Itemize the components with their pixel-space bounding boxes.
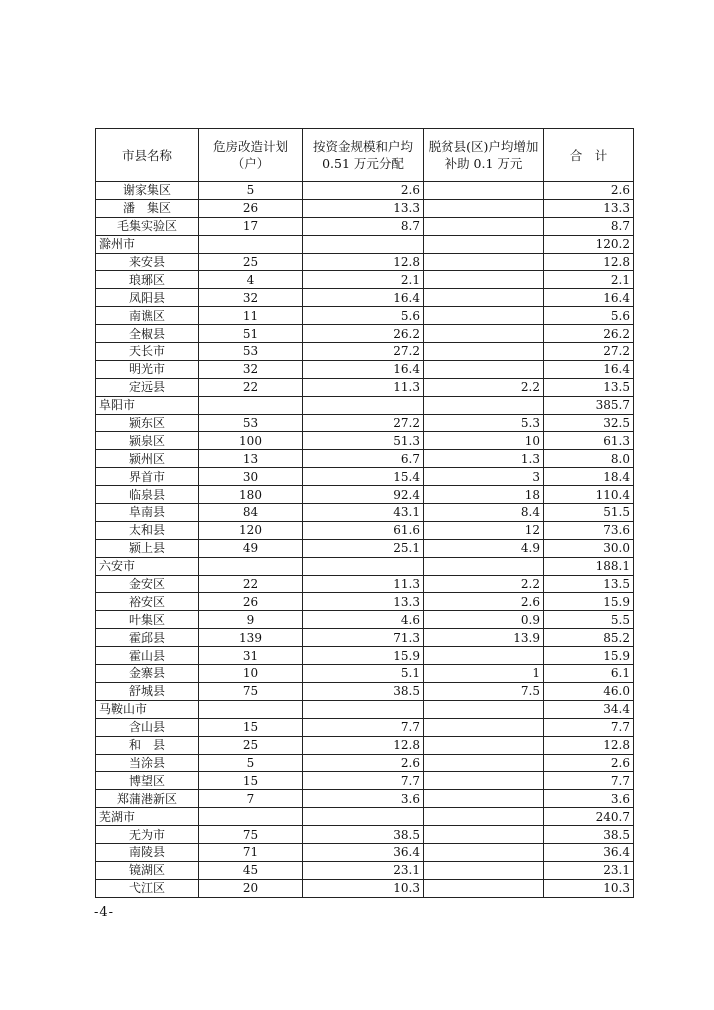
header-total: 合 计	[544, 129, 634, 182]
extra-subsidy-value: 13.9	[424, 629, 544, 647]
allocation-value: 25.1	[303, 539, 424, 557]
total-value: 30.0	[544, 539, 634, 557]
group-name: 芜湖市	[96, 808, 199, 826]
households-value: 75	[199, 826, 303, 844]
table-row	[96, 611, 634, 629]
region-name: 弋江区	[96, 879, 199, 897]
extra-subsidy-value: 2.2	[424, 575, 544, 593]
table-row	[96, 843, 634, 861]
table-row	[96, 736, 634, 754]
table-row	[96, 378, 634, 396]
table-row	[96, 593, 634, 611]
region-name: 镜湖区	[96, 861, 199, 879]
table-row	[96, 450, 634, 468]
table-row	[96, 665, 634, 683]
group-alloc-cell	[303, 808, 424, 826]
table-row	[96, 772, 634, 790]
table-row	[96, 504, 634, 522]
total-value: 13.5	[544, 378, 634, 396]
households-value: 11	[199, 307, 303, 325]
households-value: 9	[199, 611, 303, 629]
extra-subsidy-value	[424, 718, 544, 736]
region-name: 明光市	[96, 360, 199, 378]
group-total: 34.4	[544, 700, 634, 718]
households-value: 180	[199, 486, 303, 504]
extra-subsidy-value	[424, 217, 544, 235]
households-value: 139	[199, 629, 303, 647]
region-name: 天长市	[96, 343, 199, 361]
extra-subsidy-value	[424, 289, 544, 307]
households-value: 25	[199, 253, 303, 271]
table-row	[96, 182, 634, 200]
header-extra-subsidy: 脱贫县(区)户均增加补助 0.1 万元	[424, 129, 544, 182]
region-name: 南陵县	[96, 843, 199, 861]
group-extra-cell	[424, 396, 544, 414]
households-value: 7	[199, 790, 303, 808]
table-row	[96, 289, 634, 307]
extra-subsidy-value	[424, 307, 544, 325]
allocation-value: 11.3	[303, 378, 424, 396]
households-value: 53	[199, 343, 303, 361]
table-row	[96, 432, 634, 450]
group-extra-cell	[424, 700, 544, 718]
region-name: 霍邱县	[96, 629, 199, 647]
table-row	[96, 682, 634, 700]
total-value: 7.7	[544, 772, 634, 790]
total-value: 26.2	[544, 325, 634, 343]
table-row	[96, 521, 634, 539]
total-value: 85.2	[544, 629, 634, 647]
table-row	[96, 468, 634, 486]
group-name: 滁州市	[96, 235, 199, 253]
table-row	[96, 629, 634, 647]
region-name: 来安县	[96, 253, 199, 271]
group-row	[96, 396, 634, 414]
region-name: 琅琊区	[96, 271, 199, 289]
region-name: 郑蒲港新区	[96, 790, 199, 808]
region-name: 金寨县	[96, 665, 199, 683]
table-row	[96, 539, 634, 557]
allocation-value: 36.4	[303, 843, 424, 861]
households-value: 4	[199, 271, 303, 289]
extra-subsidy-value: 4.9	[424, 539, 544, 557]
total-value: 27.2	[544, 343, 634, 361]
allocation-value: 2.1	[303, 271, 424, 289]
extra-subsidy-value: 1	[424, 665, 544, 683]
region-name: 谢家集区	[96, 182, 199, 200]
allocation-value: 2.6	[303, 754, 424, 772]
households-value: 31	[199, 647, 303, 665]
region-name: 阜南县	[96, 504, 199, 522]
total-value: 23.1	[544, 861, 634, 879]
extra-subsidy-value	[424, 271, 544, 289]
group-households-cell	[199, 396, 303, 414]
page-number: -4-	[94, 905, 115, 920]
region-name: 毛集实验区	[96, 217, 199, 235]
group-name: 六安市	[96, 557, 199, 575]
total-value: 5.5	[544, 611, 634, 629]
region-name: 裕安区	[96, 593, 199, 611]
households-value: 17	[199, 217, 303, 235]
total-value: 2.6	[544, 182, 634, 200]
households-value: 20	[199, 879, 303, 897]
households-value: 32	[199, 360, 303, 378]
group-name: 阜阳市	[96, 396, 199, 414]
region-name: 和 县	[96, 736, 199, 754]
extra-subsidy-value: 2.6	[424, 593, 544, 611]
region-name: 金安区	[96, 575, 199, 593]
allocation-value: 38.5	[303, 826, 424, 844]
extra-subsidy-value: 2.2	[424, 378, 544, 396]
table-row	[96, 826, 634, 844]
total-value: 51.5	[544, 504, 634, 522]
group-total: 120.2	[544, 235, 634, 253]
extra-subsidy-value	[424, 343, 544, 361]
allocation-value: 4.6	[303, 611, 424, 629]
extra-subsidy-value: 7.5	[424, 682, 544, 700]
households-value: 32	[199, 289, 303, 307]
allocation-value: 38.5	[303, 682, 424, 700]
total-value: 15.9	[544, 647, 634, 665]
extra-subsidy-value: 18	[424, 486, 544, 504]
households-value: 53	[199, 414, 303, 432]
table-body	[96, 182, 634, 898]
allocation-value: 27.2	[303, 343, 424, 361]
allocation-value: 61.6	[303, 521, 424, 539]
table-row	[96, 861, 634, 879]
extra-subsidy-value	[424, 199, 544, 217]
total-value: 3.6	[544, 790, 634, 808]
region-name: 凤阳县	[96, 289, 199, 307]
allocation-value: 13.3	[303, 199, 424, 217]
region-name: 界首市	[96, 468, 199, 486]
region-name: 博望区	[96, 772, 199, 790]
total-value: 12.8	[544, 253, 634, 271]
households-value: 25	[199, 736, 303, 754]
extra-subsidy-value	[424, 826, 544, 844]
allocation-value: 43.1	[303, 504, 424, 522]
total-value: 16.4	[544, 289, 634, 307]
allocation-value: 26.2	[303, 325, 424, 343]
extra-subsidy-value: 5.3	[424, 414, 544, 432]
total-value: 8.7	[544, 217, 634, 235]
allocation-value: 23.1	[303, 861, 424, 879]
total-value: 6.1	[544, 665, 634, 683]
region-name: 颍州区	[96, 450, 199, 468]
allocation-value: 7.7	[303, 772, 424, 790]
region-name: 叶集区	[96, 611, 199, 629]
total-value: 15.9	[544, 593, 634, 611]
allocation-value: 8.7	[303, 217, 424, 235]
allocation-value: 6.7	[303, 450, 424, 468]
table-header-row	[96, 129, 634, 182]
allocation-value: 5.6	[303, 307, 424, 325]
group-total: 240.7	[544, 808, 634, 826]
households-value: 49	[199, 539, 303, 557]
table-row	[96, 754, 634, 772]
group-alloc-cell	[303, 235, 424, 253]
total-value: 32.5	[544, 414, 634, 432]
table-row	[96, 486, 634, 504]
allocation-value: 12.8	[303, 253, 424, 271]
table-row	[96, 343, 634, 361]
extra-subsidy-value: 8.4	[424, 504, 544, 522]
group-alloc-cell	[303, 396, 424, 414]
extra-subsidy-value: 0.9	[424, 611, 544, 629]
total-value: 61.3	[544, 432, 634, 450]
total-value: 46.0	[544, 682, 634, 700]
group-alloc-cell	[303, 700, 424, 718]
extra-subsidy-value	[424, 182, 544, 200]
group-row	[96, 700, 634, 718]
total-value: 13.5	[544, 575, 634, 593]
households-value: 5	[199, 754, 303, 772]
region-name: 潘 集区	[96, 199, 199, 217]
table-row	[96, 718, 634, 736]
allocation-value: 10.3	[303, 879, 424, 897]
allocation-value: 12.8	[303, 736, 424, 754]
allocation-table	[95, 128, 634, 898]
extra-subsidy-value	[424, 360, 544, 378]
total-value: 73.6	[544, 521, 634, 539]
extra-subsidy-value: 3	[424, 468, 544, 486]
group-row	[96, 557, 634, 575]
table-row	[96, 879, 634, 897]
group-row	[96, 235, 634, 253]
total-value: 2.1	[544, 271, 634, 289]
households-value: 10	[199, 665, 303, 683]
households-value: 51	[199, 325, 303, 343]
allocation-value: 92.4	[303, 486, 424, 504]
table-row	[96, 414, 634, 432]
extra-subsidy-value	[424, 647, 544, 665]
region-name: 定远县	[96, 378, 199, 396]
table-row	[96, 575, 634, 593]
allocation-value: 3.6	[303, 790, 424, 808]
extra-subsidy-value	[424, 843, 544, 861]
allocation-value: 15.4	[303, 468, 424, 486]
region-name: 临泉县	[96, 486, 199, 504]
region-name: 颍上县	[96, 539, 199, 557]
allocation-value: 11.3	[303, 575, 424, 593]
households-value: 26	[199, 593, 303, 611]
allocation-value: 51.3	[303, 432, 424, 450]
group-row	[96, 808, 634, 826]
region-name: 南谯区	[96, 307, 199, 325]
group-extra-cell	[424, 808, 544, 826]
total-value: 38.5	[544, 826, 634, 844]
region-name: 舒城县	[96, 682, 199, 700]
total-value: 2.6	[544, 754, 634, 772]
extra-subsidy-value	[424, 861, 544, 879]
region-name: 含山县	[96, 718, 199, 736]
total-value: 110.4	[544, 486, 634, 504]
extra-subsidy-value	[424, 879, 544, 897]
households-value: 75	[199, 682, 303, 700]
extra-subsidy-value	[424, 253, 544, 271]
extra-subsidy-value	[424, 790, 544, 808]
allocation-value: 15.9	[303, 647, 424, 665]
allocation-value: 2.6	[303, 182, 424, 200]
group-extra-cell	[424, 557, 544, 575]
table-row	[96, 360, 634, 378]
group-name: 马鞍山市	[96, 700, 199, 718]
group-total: 188.1	[544, 557, 634, 575]
allocation-value: 16.4	[303, 360, 424, 378]
group-total: 385.7	[544, 396, 634, 414]
households-value: 26	[199, 199, 303, 217]
households-value: 15	[199, 718, 303, 736]
allocation-value: 16.4	[303, 289, 424, 307]
households-value: 71	[199, 843, 303, 861]
households-value: 30	[199, 468, 303, 486]
allocation-value: 71.3	[303, 629, 424, 647]
allocation-value: 27.2	[303, 414, 424, 432]
total-value: 13.3	[544, 199, 634, 217]
extra-subsidy-value	[424, 325, 544, 343]
region-name: 颍东区	[96, 414, 199, 432]
group-households-cell	[199, 235, 303, 253]
allocation-value: 13.3	[303, 593, 424, 611]
households-value: 84	[199, 504, 303, 522]
total-value: 36.4	[544, 843, 634, 861]
region-name: 无为市	[96, 826, 199, 844]
table-row	[96, 253, 634, 271]
households-value: 120	[199, 521, 303, 539]
households-value: 22	[199, 378, 303, 396]
allocation-value: 7.7	[303, 718, 424, 736]
table-row	[96, 325, 634, 343]
header-fund-allocation: 按资金规模和户均 0.51 万元分配	[303, 129, 424, 182]
group-households-cell	[199, 557, 303, 575]
region-name: 霍山县	[96, 647, 199, 665]
region-name: 颍泉区	[96, 432, 199, 450]
households-value: 100	[199, 432, 303, 450]
allocation-value: 5.1	[303, 665, 424, 683]
table-row	[96, 271, 634, 289]
total-value: 10.3	[544, 879, 634, 897]
header-renovation-plan: 危房改造计划（户）	[199, 129, 303, 182]
households-value: 45	[199, 861, 303, 879]
households-value: 5	[199, 182, 303, 200]
extra-subsidy-value	[424, 754, 544, 772]
table-row	[96, 217, 634, 235]
extra-subsidy-value	[424, 772, 544, 790]
group-households-cell	[199, 700, 303, 718]
total-value: 12.8	[544, 736, 634, 754]
region-name: 太和县	[96, 521, 199, 539]
table-row	[96, 647, 634, 665]
table-row	[96, 790, 634, 808]
group-households-cell	[199, 808, 303, 826]
region-name: 全椒县	[96, 325, 199, 343]
extra-subsidy-value	[424, 736, 544, 754]
header-region-name: 市县名称	[96, 129, 199, 182]
total-value: 8.0	[544, 450, 634, 468]
group-alloc-cell	[303, 557, 424, 575]
extra-subsidy-value: 12	[424, 521, 544, 539]
total-value: 18.4	[544, 468, 634, 486]
total-value: 5.6	[544, 307, 634, 325]
extra-subsidy-value: 10	[424, 432, 544, 450]
region-name: 当涂县	[96, 754, 199, 772]
group-extra-cell	[424, 235, 544, 253]
total-value: 16.4	[544, 360, 634, 378]
households-value: 15	[199, 772, 303, 790]
households-value: 22	[199, 575, 303, 593]
households-value: 13	[199, 450, 303, 468]
table-row	[96, 199, 634, 217]
total-value: 7.7	[544, 718, 634, 736]
table-row	[96, 307, 634, 325]
extra-subsidy-value: 1.3	[424, 450, 544, 468]
